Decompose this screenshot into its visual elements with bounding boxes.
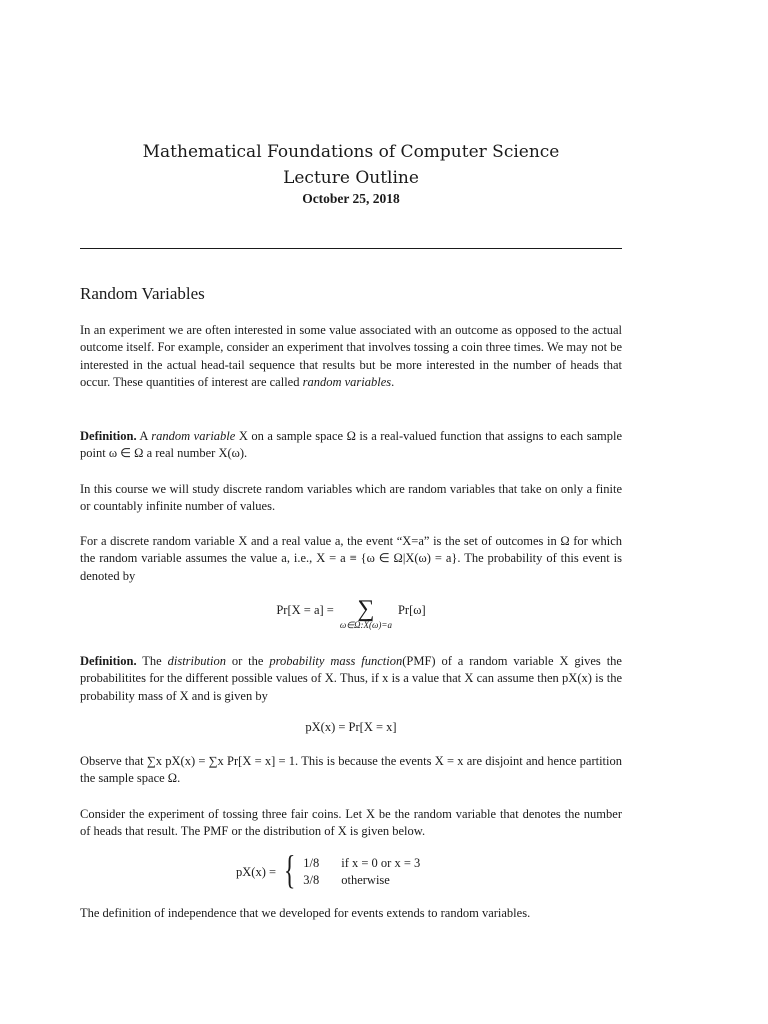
equation-sum-lhs: Pr[X = a] = [276, 603, 334, 617]
piecewise-brace: { [283, 847, 296, 892]
section-heading: Random Variables [80, 284, 205, 303]
definition-text: The [136, 654, 168, 668]
definition-pmf [80, 653, 622, 705]
case-value: 1/8 [303, 856, 320, 870]
case-value: 3/8 [303, 873, 320, 887]
equation-sum-rhs: Pr[ω] [397, 603, 426, 617]
partition-paragraph: Observe that ∑x pX(x) = ∑x Pr[X = x] = 1. This is because the events X = x are disjoint and hence partition the sample space Ω. [80, 754, 622, 786]
equation-piecewise [236, 847, 421, 892]
course-title: Mathematical Foundations of Computer Science [142, 142, 560, 162]
header-divider [80, 248, 622, 249]
definition-label: Definition. [80, 429, 137, 443]
definition-term: random variable [151, 429, 236, 443]
intro-paragraph [80, 322, 622, 392]
lecture-date: October 25, 2018 [302, 191, 400, 206]
summation-symbol: ∑ [357, 596, 375, 622]
intro-text: In an experiment we are often interested in some value associated with an outcome as opposed to the actual outcome itself. For example, consider an experiment that involves tossing a coin three times. We may not be interested in the actual head-tail sequence that results but be more interested in the number of heads that occur. These quantities of interest are called [80, 323, 622, 390]
equation-pmf: pX(x) = Pr[X = x] [305, 720, 397, 734]
definition-term-distribution: distribution [167, 654, 226, 668]
piecewise-case [303, 855, 420, 872]
piecewise-case [303, 872, 420, 889]
event-paragraph: For a discrete random variable X and a real value a, the event “X=a” is the set of outcomes in Ω for which the random variable assumes the value a, i.e., X = a ≡ {ω ∈ Ω|X(ω) = a}. The probability of this event is denoted by [80, 534, 622, 583]
summation-subscript: ω∈Ω:X(ω)=a [339, 620, 392, 630]
independence-paragraph: The definition of independence that we developed for events extends to random variables. [80, 906, 531, 920]
piecewise-cases [303, 855, 420, 889]
definition-text-rest: (PMF) of a random variable X gives the probabilitites for the different possible values of X. Thus, if x is a value that X can assume then pX(x) is the probability mass of X and is given by [80, 654, 622, 703]
document-type: Lecture Outline [283, 168, 419, 188]
case-condition: otherwise [341, 873, 390, 887]
definition-text-rest: X on a sample space Ω is a real-valued function that assigns to each sample point ω ∈ Ω a real number X(ω). [80, 429, 622, 461]
piecewise-lhs: pX(x) = [236, 864, 277, 879]
definition-text-mid: or the [225, 654, 270, 668]
equation-sum [80, 597, 622, 631]
intro-text-end: . [391, 375, 395, 390]
case-condition: if x = 0 or x = 3 [341, 856, 421, 870]
title-block [80, 140, 622, 208]
definition-label: Definition. [80, 654, 137, 668]
discrete-paragraph: In this course we will study discrete random variables which are random variables that take on only a finite or countably infinite number of values. [80, 482, 622, 514]
coin-paragraph: Consider the experiment of tossing three fair coins. Let X be the random variable that denotes the number of heads that result. The PMF or the distribution of X is given below. [80, 807, 622, 839]
definition-term-pmf: probability mass function [269, 654, 403, 668]
definition-random-variable [80, 428, 622, 463]
definition-text: A [136, 429, 152, 443]
intro-emphasis: random variables [302, 375, 392, 390]
